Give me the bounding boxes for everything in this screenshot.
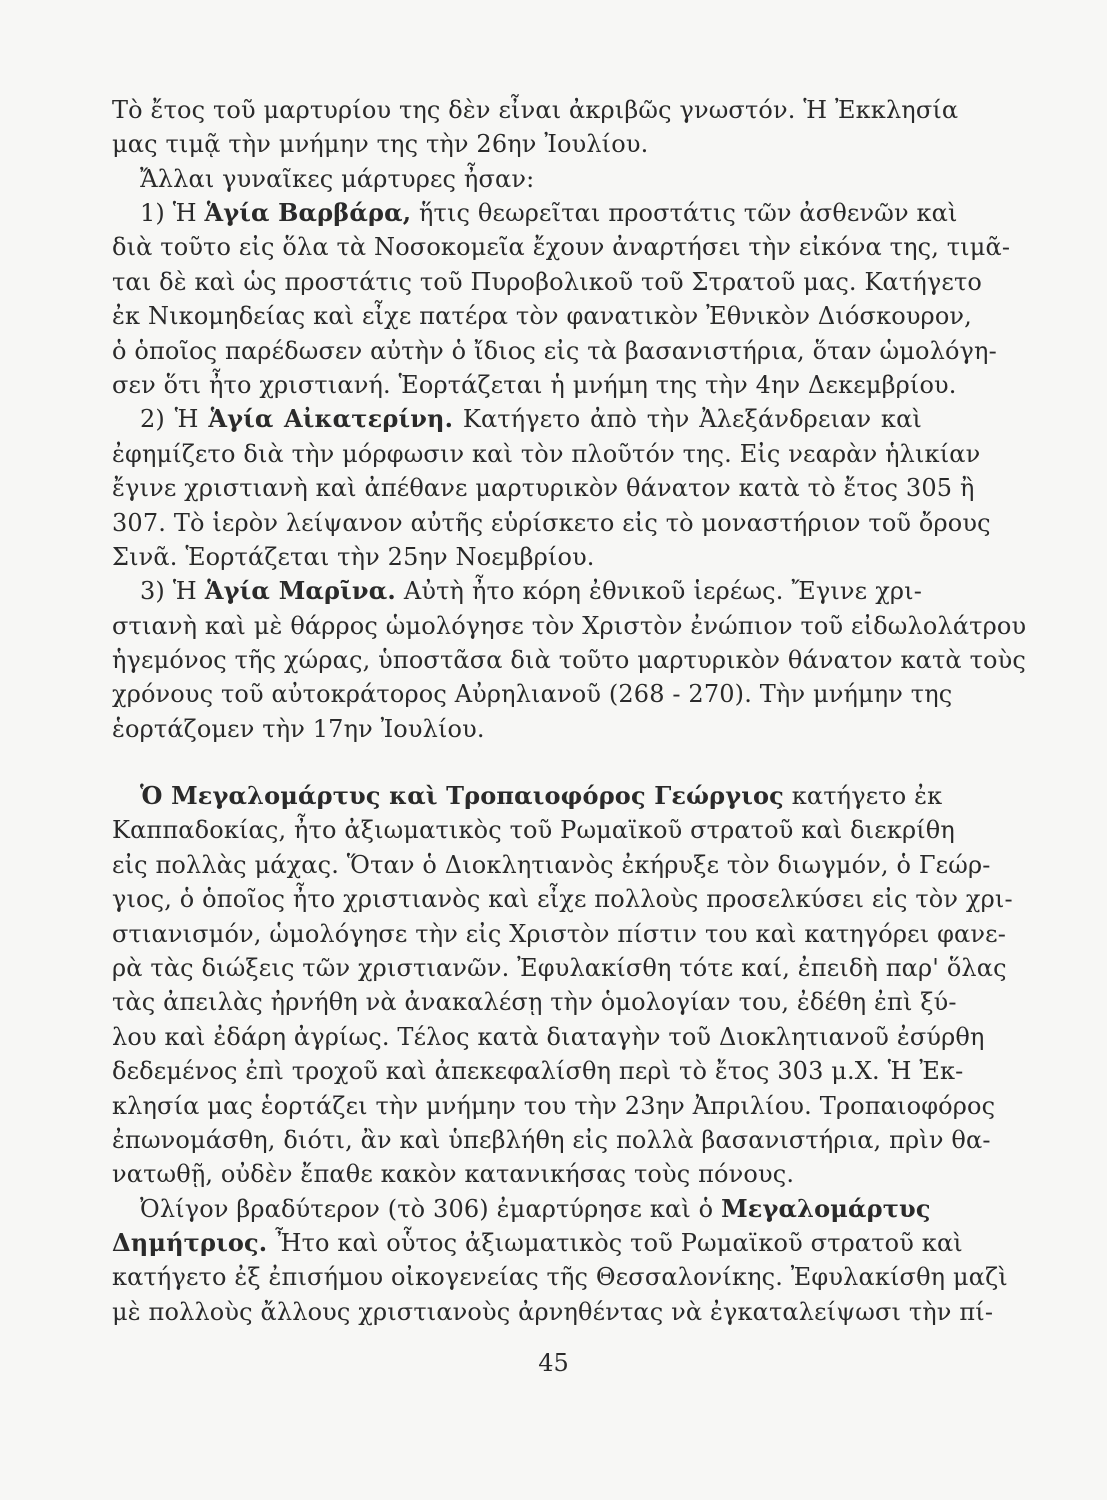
text-line: εἰς πολλὰς μάχας. Ὅταν ὁ Διοκλητιανὸς ἐκήρυξε τὸν διωγμόν, ὁ Γεώρ- — [112, 850, 991, 879]
text-line: Τὸ ἔτος τοῦ μαρτυρίου της δὲν εἶναι ἀκριβῶς γνωστόν. Ἡ Ἐκκλησία — [112, 96, 959, 124]
text-line: μας τιμᾷ τὴν μνήμην της τὴν 26ην Ἰουλίου. — [112, 130, 649, 159]
text-line: Καππαδοκίας, ἦτο ἀξιωματικὸς τοῦ Ρωμαϊκοῦ στρατοῦ καὶ διεκρίθη — [112, 816, 955, 845]
item-number: 1) Ἡ — [140, 199, 205, 227]
text-run: ἥτις θεωρεῖται προστάτις τῶν ἀσθενῶν καὶ — [411, 199, 958, 227]
text-line: τὰς ἀπειλὰς ἠρνήθη νὰ ἀνακαλέσῃ τὴν ὁμολογίαν του, ἐδέθη ἐπὶ ξύ- — [112, 988, 957, 1017]
item-number: 2) Ἡ — [140, 405, 209, 434]
saint-name-marina: Ἁγία Μαρῖνα. — [204, 576, 396, 606]
text-line: μὲ πολλοὺς ἄλλους χριστιανοὺς ἀρνηθέντας νὰ ἐγκαταλείψωσι τὴν πί- — [112, 1297, 994, 1326]
text-line: ἐφημίζετο διὰ τὴν μόρφωσιν καὶ τὸν πλοῦτόν της. Εἰς νεαρὰν ἡλικίαν — [112, 439, 981, 468]
text-run: Ἦτο καὶ οὗτος ἀξιωματικὸς τοῦ Ρωμαϊκοῦ στρατοῦ καὶ — [267, 1229, 963, 1258]
dimitrios-second-line — [112, 1226, 963, 1260]
item-number: 3) Ἡ — [140, 577, 205, 606]
list-item-marina-first-line — [112, 574, 922, 608]
text-line: ρὰ τὰς διώξεις τῶν χριστιανῶν. Ἐφυλακίσθη τότε καί, ἐπειδὴ παρ' ὅλας — [112, 953, 1007, 982]
text-line: λου καὶ ἐδάρη ἀγρίως. Τέλος κατὰ διαταγὴν τοῦ Διοκλητιανοῦ ἐσύρθη — [112, 1022, 985, 1051]
martyrs-list — [112, 196, 1027, 746]
saint-name-georgios: Ὁ Μεγαλομάρτυς καὶ Τροπαιοφόρος Γεώργιος — [140, 781, 784, 810]
text-line: χρόνους τοῦ αὐτοκράτορος Αὐρηλιανοῦ (268 - 270). Τὴν μνήμην της — [112, 680, 953, 709]
text-line: στιανὴ καὶ μὲ θάρρος ὡμολόγησε τὸν Χριστὸν ἐνώπιον τοῦ εἰδωλολάτρου — [112, 611, 1027, 640]
georgios-dimitrios-section — [112, 779, 1013, 1329]
text-line: νατωθῇ, οὐδὲν ἔπαθε κακὸν κατανικήσας τοὺς πόνους. — [112, 1160, 795, 1189]
text-line: στιανισμόν, ὡμολόγησε τὴν εἰς Χριστὸν πίστιν του καὶ κατηγόρει φανε- — [112, 919, 1006, 948]
saint-name-aikaterini: Ἁγία Αἰκατερίνη. — [208, 404, 454, 434]
text-line: διὰ τοῦτο εἰς ὅλα τὰ Νοσοκομεῖα ἔχουν ἀναρτήσει τὴν εἰκόνα της, τιμᾶ- — [112, 233, 1011, 262]
text-line: 307. Τὸ ἱερὸν λείψανον αὐτῆς εὑρίσκετο εἰς τὸ μοναστήριον τοῦ ὄρους — [112, 508, 991, 537]
saint-name-dimitrios-part1: Μεγαλομάρτυς — [721, 1193, 931, 1223]
text-line: δεδεμένος ἐπὶ τροχοῦ καὶ ἀπεκεφαλίσθη περὶ τὸ ἔτος 303 μ.Χ. Ἡ Ἐκ- — [112, 1057, 964, 1086]
text-line: ται δὲ καὶ ὡς προστάτις τοῦ Πυροβολικοῦ τοῦ Στρατοῦ μας. Κατήγετο — [112, 267, 982, 296]
text-line: ὁ ὁποῖος παρέδωσεν αὐτὴν ὁ ἴδιος εἰς τὰ βασανιστήρια, ὅταν ὡμολόγη- — [112, 336, 997, 365]
text-run: Ὀλίγον βραδύτερον (τὸ 306) ἐμαρτύρησε καὶ ὁ — [140, 1194, 722, 1223]
text-line: ἔγινε χριστιανὴ καὶ ἀπέθανε μαρτυρικὸν θάνατον κατὰ τὸ ἔτος 305 ἢ — [112, 474, 975, 503]
text-line: ἑορτάζομεν τὴν 17ην Ἰουλίου. — [112, 714, 485, 743]
saint-name-dimitrios-part2: Δημήτριος. — [112, 1228, 268, 1258]
list-item-barbara-first-line — [112, 196, 958, 230]
georgios-first-line — [112, 779, 943, 813]
text-line: ἐκ Νικομηδείας καὶ εἶχε πατέρα τὸν φανατικὸν Ἐθνικὸν Διόσκουρον, — [112, 302, 972, 331]
text-line: κατήγετο ἐξ ἐπισήμου οἰκογενείας τῆς Θεσσαλονίκης. Ἐφυλακίσθη μαζὶ — [112, 1263, 1008, 1292]
text-line: γιος, ὁ ὁποῖος ἦτο χριστιανὸς καὶ εἶχε πολλοὺς προσελκύσει εἰς τὸν χρι- — [112, 885, 1013, 914]
text-line: κλησία μας ἑορτάζει τὴν μνήμην του τὴν 23ην Ἀπριλίου. Τροπαιοφόρος — [112, 1091, 996, 1120]
text-line: ἐπωνομάσθη, διότι, ἂν καὶ ὑπεβλήθη εἰς πολλὰ βασανιστήρια, πρὶν θα- — [112, 1125, 991, 1154]
text-run: κατήγετο ἐκ — [783, 782, 943, 810]
page-number: 45 — [538, 1349, 569, 1377]
opening-paragraph — [112, 93, 959, 196]
dimitrios-first-line — [112, 1192, 931, 1226]
text-run: Κατήγετο ἀπὸ τὴν Ἀλεξάνδρειαν καὶ — [453, 405, 922, 434]
list-item-aikaterini-first-line — [112, 402, 922, 436]
text-line: Ἄλλαι γυναῖκες μάρτυρες ἦσαν: — [140, 164, 535, 193]
text-run: Αὐτὴ ἦτο κόρη ἐθνικοῦ ἱερέως. Ἔγινε χρι- — [395, 577, 922, 606]
text-line: σεν ὅτι ἦτο χριστιανή. Ἑορτάζεται ἡ μνήμη της τὴν 4ην Δεκεμβρίου. — [112, 370, 957, 399]
saint-name-barbara: Ἁγία Βαρβάρα, — [204, 198, 412, 227]
text-line: Σινᾶ. Ἑορτάζεται τὴν 25ην Νοεμβρίου. — [112, 542, 595, 571]
text-line: ἡγεμόνος τῆς χώρας, ὑποστᾶσα διὰ τοῦτο μαρτυρικὸν θάνατον κατὰ τοὺς — [112, 646, 1026, 675]
